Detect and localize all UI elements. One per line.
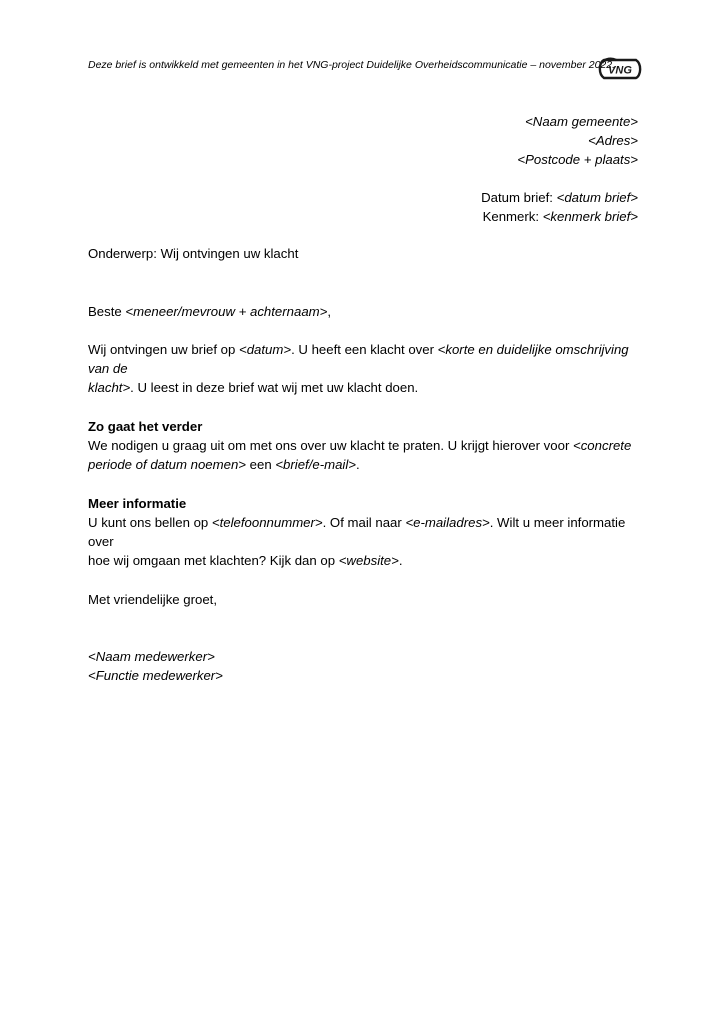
municipality-name: <Naam gemeente> <box>525 114 638 129</box>
greeting-placeholder: <meneer/mevrouw + achternaam> <box>125 303 328 319</box>
vng-logo-text: VNG <box>608 64 632 77</box>
paragraph-more-info: U kunt ons bellen op <telefoonnummer>. Of mail naar <e-mailadres>. Wilt u meer informatie over hoe wij omgaan met klachten? Kijk dan op <website>. <box>88 514 626 569</box>
reference-value: <kenmerk brief> <box>542 209 638 224</box>
greeting: Beste <meneer/mevrouw + achternaam>, <box>88 303 332 319</box>
address-block <box>481 112 638 226</box>
heading-more-info: Meer informatie <box>88 495 187 511</box>
vng-logo <box>596 56 644 82</box>
closing: Met vriendelijke groet, <box>88 591 218 607</box>
paragraph-intro: Wij ontvingen uw brief op <datum>. U heeft een klacht over <korte en duidelijke omschrijving van de klacht>. U leest in deze brief wat wij met uw klacht doen. <box>88 341 629 396</box>
header-note: Deze brief is ontwikkeld met gemeenten in het VNG-project Duidelijke Overheidscommunicatie – november 2022. <box>88 59 616 71</box>
reference-label: Kenmerk: <box>482 209 543 224</box>
heading-next-steps: Zo gaat het verder <box>88 418 203 434</box>
signature-function: <Functie medewerker> <box>88 668 223 684</box>
paragraph-next-steps: We nodigen u graag uit om met ons over uw klacht te praten. U krijgt hierover voor <concrete periode of datum noemen> een <brief/e-mail>. <box>88 437 632 473</box>
signature-name: <Naam medewerker> <box>88 649 215 665</box>
date-value: <datum brief> <box>556 190 638 205</box>
date-label: Datum brief: <box>481 190 557 205</box>
reference-line <box>481 207 638 226</box>
subject-line: Onderwerp: Wij ontvingen uw klacht <box>88 246 299 261</box>
municipality-address: <Adres> <box>588 133 638 148</box>
letter-body <box>88 244 648 686</box>
municipality-postcode: <Postcode + plaats> <box>517 152 638 167</box>
letter-date-line <box>481 188 638 207</box>
